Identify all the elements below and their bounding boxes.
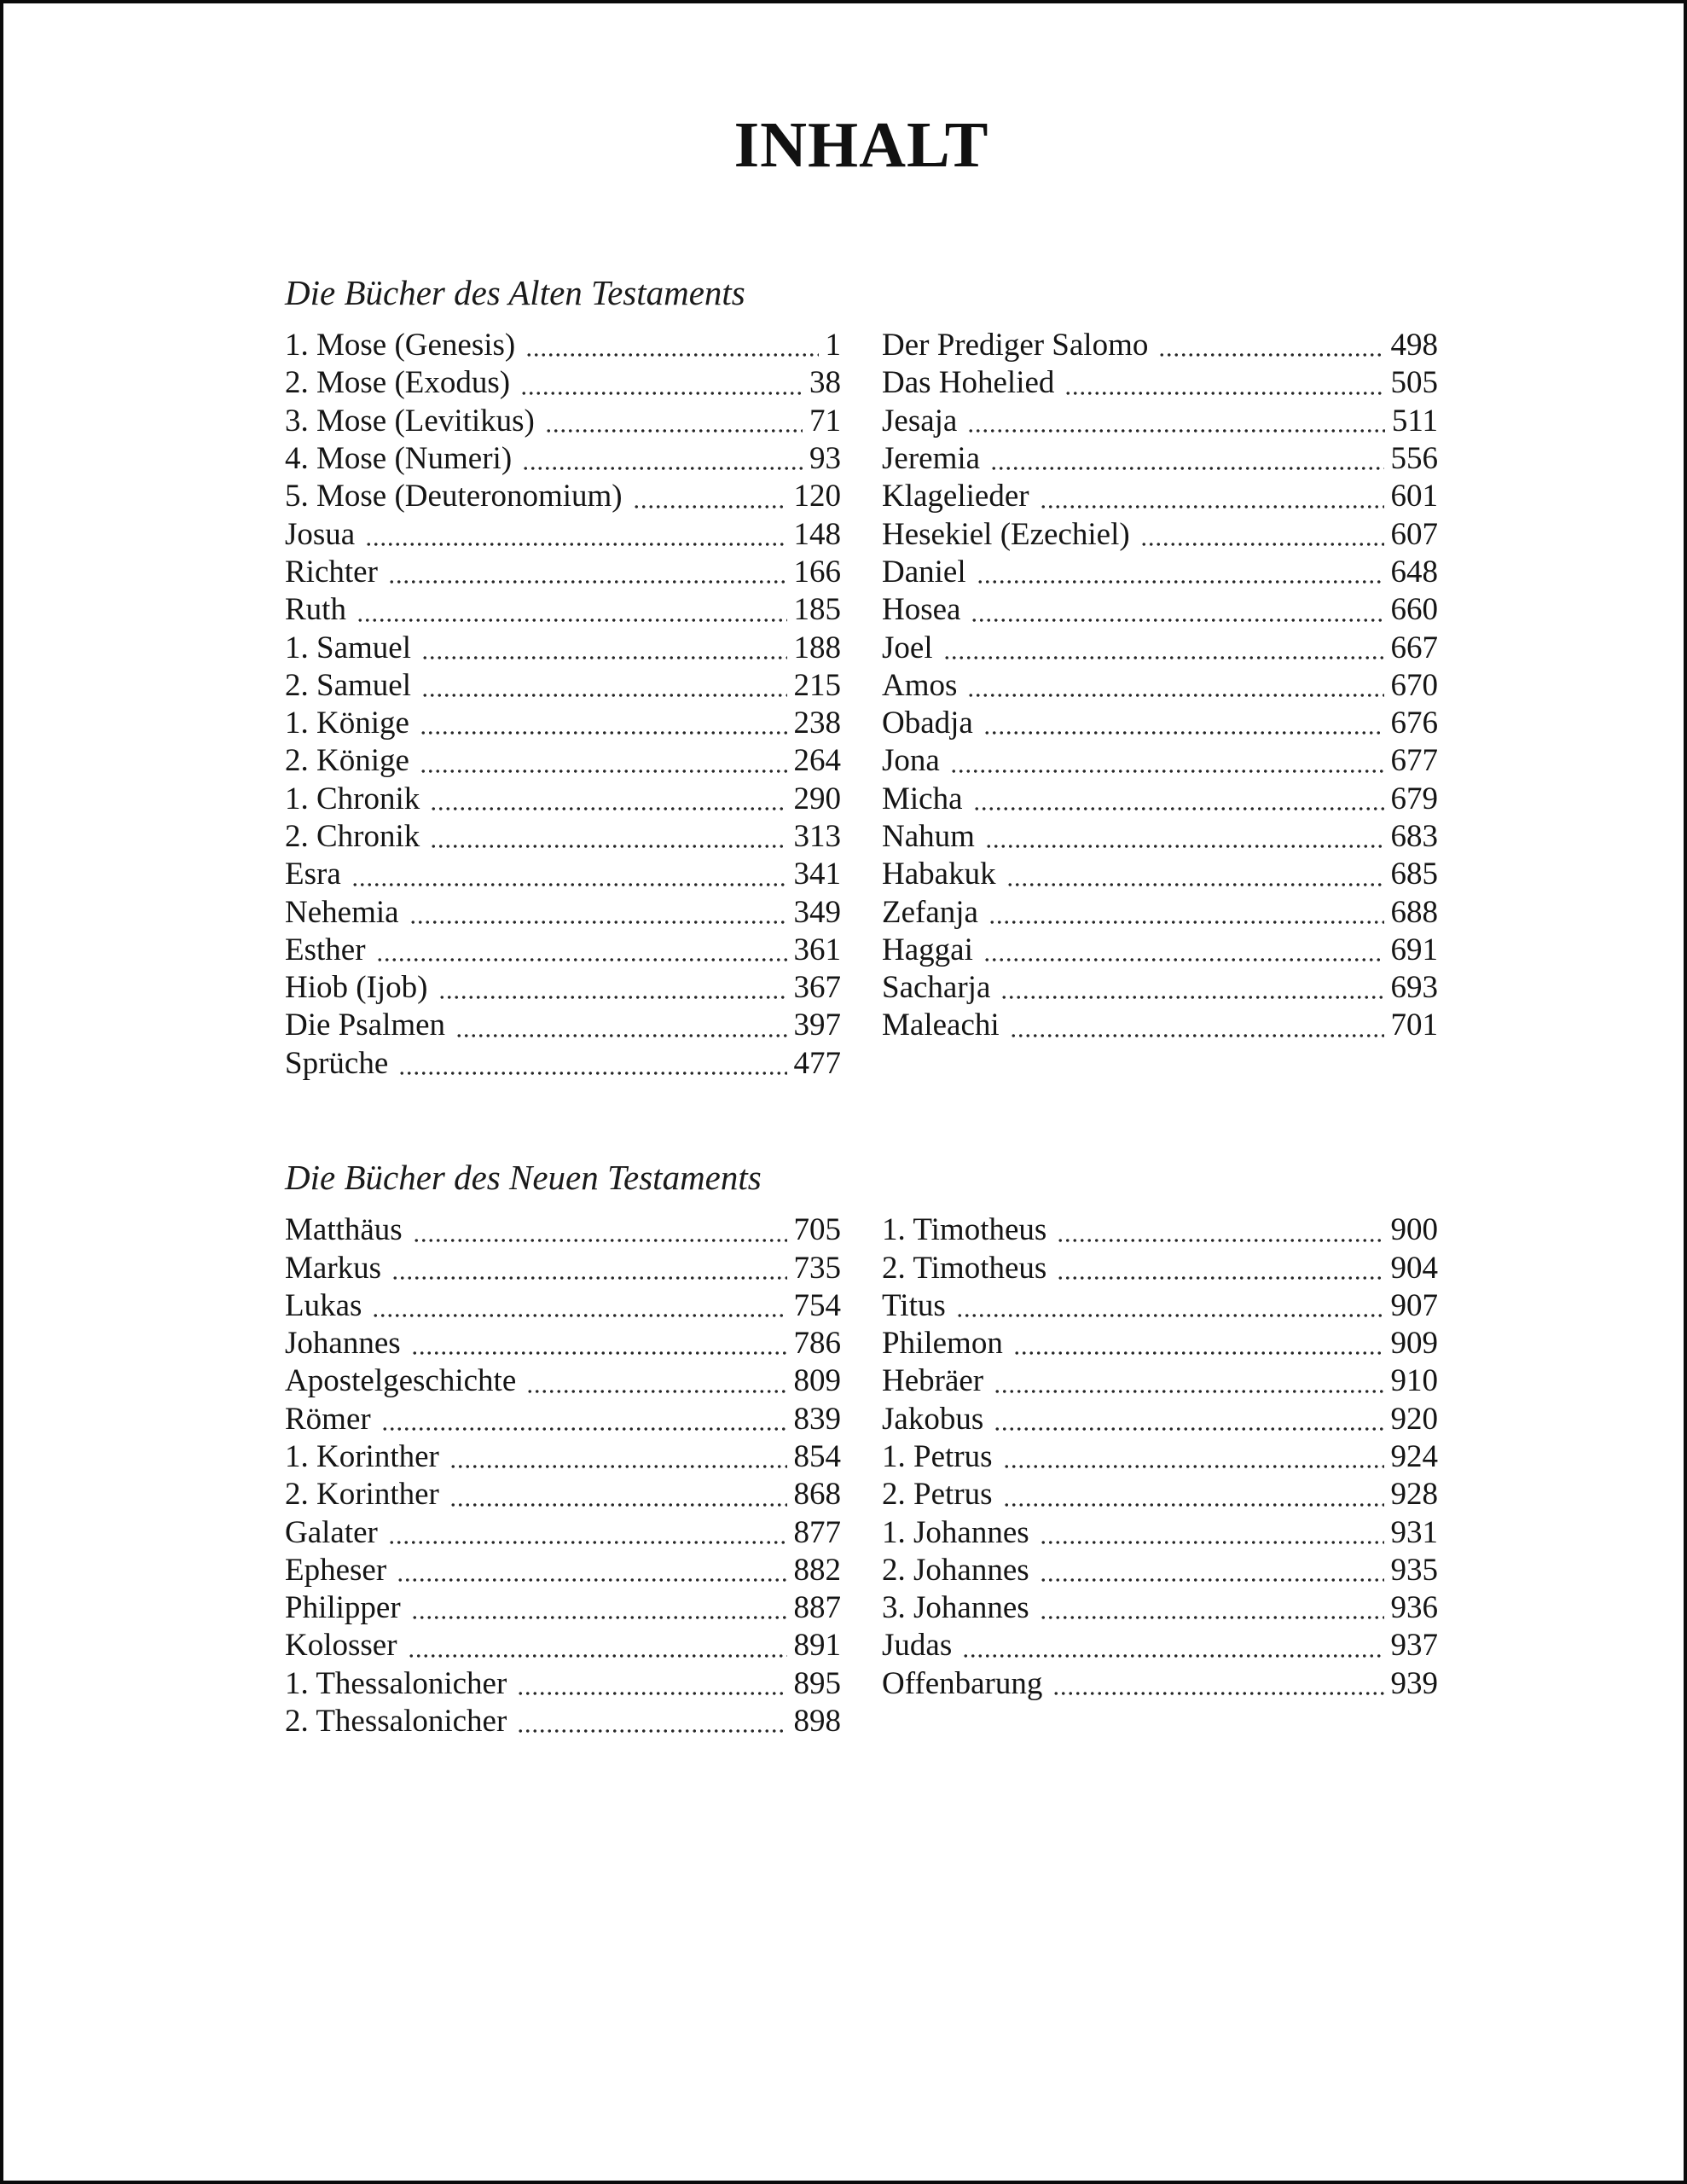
toc-entry-label: Jakobus [882,1401,984,1437]
dotted-leader [545,429,803,433]
dotted-leader [967,429,1385,433]
toc-entry [882,1438,1438,1476]
toc-entry-label: Apostelgeschichte [285,1363,517,1399]
dotted-leader [411,1616,787,1619]
toc-entry-page: 705 [793,1212,841,1248]
toc-entry-page: 882 [793,1552,841,1588]
toc-entry [882,1325,1438,1362]
toc-entry [882,554,1438,591]
page-content [285,3,1438,1740]
toc-entry-page: 215 [793,667,841,703]
toc-entry [285,554,841,591]
toc-entry-label: Philemon [882,1326,1003,1362]
dotted-leader [522,467,803,470]
toc-entry-page: 148 [793,516,841,552]
toc-entry [285,932,841,969]
toc-entry-page: 735 [793,1250,841,1286]
dotted-leader [1064,392,1383,395]
toc-entry [882,516,1438,554]
toc-entry-page: 693 [1390,970,1438,1006]
toc-entry [285,742,841,780]
toc-entry-label: Hebräer [882,1363,984,1399]
toc-entry [285,403,841,440]
toc-entry-page: 877 [793,1514,841,1550]
toc-entry [285,1007,841,1044]
toc-entry [882,667,1438,705]
toc-entry-page: 670 [1390,667,1438,703]
dotted-leader [421,656,787,659]
toc-entry-label: Die Psalmen [285,1008,446,1043]
dotted-leader [1057,1239,1383,1242]
toc-entry-label: Offenbarung [882,1665,1043,1701]
toc-entry-page: 691 [1390,932,1438,967]
toc-entry-page: 898 [793,1704,841,1740]
toc-entry [285,516,841,554]
toc-entry-label: 2. Mose (Exodus) [285,365,511,401]
dotted-leader [351,883,787,886]
toc-columns [285,327,1438,1083]
toc-entry-label: 1. Korinther [285,1439,439,1474]
toc-entry-label: Sprüche [285,1045,389,1081]
toc-entry-page: 936 [1390,1590,1438,1626]
toc-entry [882,440,1438,478]
toc-entry-label: Hesekiel (Ezechiel) [882,516,1130,552]
toc-entry [285,1250,841,1287]
dotted-leader [977,580,1384,584]
dotted-leader [1040,505,1384,508]
dotted-leader [943,656,1384,659]
toc-entry-label: Josua [285,516,356,552]
dotted-leader [962,1654,1383,1658]
dotted-leader [973,807,1384,810]
toc-entry [285,1438,841,1476]
toc-entry [882,932,1438,969]
toc-entry [882,591,1438,629]
toc-entry-label: 2. Timotheus [882,1250,1047,1286]
toc-entry [285,630,841,667]
toc-entry [882,403,1438,440]
toc-entry-label: Hosea [882,592,961,628]
dotted-leader [430,845,786,848]
dotted-leader [381,1427,787,1431]
toc-entry-page: 904 [1390,1250,1438,1286]
dotted-leader [525,353,818,357]
toc-entry-label: Nahum [882,819,975,854]
dotted-leader [983,958,1384,961]
dotted-leader [985,845,1384,848]
toc-entry-page: 839 [793,1401,841,1437]
dotted-leader [1140,543,1384,546]
toc-entry-label: 2. Samuel [285,667,411,703]
toc-entry-label: Klagelieder [882,479,1029,514]
dotted-leader [420,770,787,773]
toc-entry-page: 361 [793,932,841,967]
dotted-leader [388,1541,787,1544]
toc-column-left [285,1211,841,1740]
toc-entry [285,591,841,629]
toc-entry-page: 185 [793,592,841,628]
toc-entry-page: 895 [793,1665,841,1701]
dotted-leader [1010,1034,1384,1037]
dotted-leader [365,543,786,546]
dotted-leader [990,467,1383,470]
toc-entry-page: 939 [1390,1665,1438,1701]
toc-entry-page: 931 [1390,1514,1438,1550]
toc-entry [882,478,1438,515]
toc-entry [285,1287,841,1325]
toc-entry-label: 1. Timotheus [882,1212,1047,1248]
dotted-leader [1052,1692,1383,1695]
toc-entry [882,1627,1438,1664]
toc-entry [882,1552,1438,1589]
dotted-leader [420,731,787,735]
toc-column-right [882,327,1438,1083]
toc-entry-label: Maleachi [882,1008,1000,1043]
dotted-leader [520,392,803,395]
toc-entry-page: 367 [793,970,841,1006]
toc-entry-page: 607 [1390,516,1438,552]
toc-entry-label: Esther [285,932,366,967]
toc-entry-page: 1 [825,328,841,363]
dotted-leader [517,1729,786,1733]
toc-entry-label: 3. Johannes [882,1590,1029,1626]
toc-entry [285,1325,841,1362]
dotted-leader [409,921,787,924]
toc-entry [882,1007,1438,1044]
toc-entry-label: Titus [882,1287,946,1323]
dotted-leader [950,770,1384,773]
toc-entry [285,781,841,818]
toc-entry-label: 2. Thessalonicher [285,1704,507,1740]
toc-entry-label: Esra [285,857,341,892]
dotted-leader [1057,1276,1383,1280]
toc-entry-label: 2. Könige [285,743,409,779]
toc-entry-page: 556 [1390,441,1438,477]
toc-entry-label: 1. Mose (Genesis) [285,328,516,363]
toc-sections [285,273,1438,1740]
toc-entry-label: Markus [285,1250,382,1286]
toc-entry-label: Micha [882,781,963,816]
toc-entry-page: 349 [793,894,841,930]
toc-entry [285,1476,841,1513]
toc-entry [285,818,841,856]
toc-entry [285,856,841,893]
toc-entry-page: 887 [793,1590,841,1626]
toc-entry [882,818,1438,856]
toc-entry [285,969,841,1007]
toc-entry-label: Amos [882,667,958,703]
dotted-leader [430,807,786,810]
toc-entry [882,1589,1438,1627]
toc-section [285,1158,1438,1740]
dotted-leader [517,1692,786,1695]
dotted-leader [421,694,787,697]
toc-entry-label: 1. Chronik [285,781,420,816]
toc-entry-page: 341 [793,857,841,892]
toc-entry-page: 166 [793,554,841,590]
toc-entry-label: Der Prediger Salomo [882,328,1149,363]
toc-entry [285,1703,841,1740]
toc-entry [285,1401,841,1438]
dotted-leader [391,1276,786,1280]
toc-entry-page: 71 [809,403,841,439]
toc-entry-page: 188 [793,630,841,665]
dotted-leader [357,619,787,622]
toc-entry [285,440,841,478]
toc-entry [882,1250,1438,1287]
toc-entry-page: 511 [1391,403,1438,439]
toc-entry [285,327,841,364]
toc-entry-label: Kolosser [285,1628,397,1664]
toc-entry-label: Judas [882,1628,953,1664]
toc-section [285,273,1438,1083]
toc-entry [882,327,1438,364]
toc-entry-page: 920 [1390,1401,1438,1437]
toc-entry [285,705,841,742]
toc-entry-label: Daniel [882,554,966,590]
toc-entry-page: 868 [793,1477,841,1513]
toc-entry [882,856,1438,893]
dotted-leader [408,1654,787,1658]
toc-column-right [882,1211,1438,1740]
toc-entry-page: 928 [1390,1477,1438,1513]
toc-entry-page: 93 [809,441,841,477]
toc-entry-label: 1. Samuel [285,630,411,665]
toc-entry-page: 786 [793,1326,841,1362]
dotted-leader [956,1314,1384,1317]
toc-entry [882,1287,1438,1325]
dotted-leader [1013,1351,1384,1355]
dotted-leader [1040,1578,1384,1582]
toc-entry [882,894,1438,932]
toc-entry-label: Obadja [882,706,973,741]
dotted-leader [988,921,1384,924]
toc-entry-page: 924 [1390,1439,1438,1474]
toc-entry-page: 477 [793,1045,841,1081]
toc-entry-label: Matthäus [285,1212,403,1248]
toc-entry-label: 2. Korinther [285,1477,439,1513]
toc-entry-label: Ruth [285,592,346,628]
toc-entry-label: Jesaja [882,403,958,439]
dotted-leader [994,1427,1383,1431]
toc-entry-page: 910 [1390,1363,1438,1399]
toc-entry-page: 685 [1390,857,1438,892]
toc-entry-page: 907 [1390,1287,1438,1323]
toc-entry-page: 854 [793,1439,841,1474]
toc-entry-label: 1. Thessalonicher [285,1665,507,1701]
toc-entry-label: Galater [285,1514,378,1550]
toc-entry-page: 679 [1390,781,1438,816]
toc-entry-label: Lukas [285,1287,362,1323]
toc-entry-page: 891 [793,1628,841,1664]
toc-entry [285,1514,841,1552]
toc-entry [882,969,1438,1007]
toc-entry [285,478,841,515]
toc-entry-page: 264 [793,743,841,779]
toc-entry-label: Haggai [882,932,973,967]
toc-entry [882,705,1438,742]
toc-entry [285,1589,841,1627]
toc-entry [882,1211,1438,1249]
toc-entry [285,894,841,932]
toc-entry-label: Joel [882,630,933,665]
toc-entry-label: Johannes [285,1326,401,1362]
toc-entry-label: Epheser [285,1552,387,1588]
dotted-leader [983,731,1384,735]
toc-entry [882,781,1438,818]
toc-entry-page: 676 [1390,706,1438,741]
toc-entry [285,1362,841,1400]
toc-entry [285,1045,841,1083]
toc-entry [882,1476,1438,1513]
dotted-leader [1040,1616,1384,1619]
toc-entry-label: Richter [285,554,378,590]
section-heading: Die Bücher des Neuen Testaments [285,1158,762,1198]
toc-entry-page: 120 [793,479,841,514]
toc-entry-page: 935 [1390,1552,1438,1588]
toc-entry-page: 505 [1390,365,1438,401]
toc-entry-page: 688 [1390,894,1438,930]
toc-entry-page: 660 [1390,592,1438,628]
toc-entry-page: 809 [793,1363,841,1399]
dotted-leader [971,619,1383,622]
toc-entry-page: 648 [1390,554,1438,590]
toc-entry-label: Das Hohelied [882,365,1055,401]
toc-entry-page: 601 [1390,479,1438,514]
dotted-leader [1158,353,1383,357]
dotted-leader [1040,1541,1384,1544]
toc-entry-label: 2. Petrus [882,1477,993,1513]
dotted-leader [633,505,787,508]
dotted-leader [411,1351,787,1355]
toc-entry-label: Jeremia [882,441,981,477]
toc-entry-label: Jona [882,743,940,779]
toc-entry-page: 677 [1390,743,1438,779]
toc-entry [882,1514,1438,1552]
toc-entry-label: Römer [285,1401,371,1437]
toc-entry-page: 754 [793,1287,841,1323]
dotted-leader [376,958,787,961]
toc-entry [882,630,1438,667]
toc-entry-label: Philipper [285,1590,401,1626]
toc-entry [882,1665,1438,1703]
toc-entry-page: 900 [1390,1212,1438,1248]
toc-entry [882,364,1438,402]
page-title: INHALT [733,109,989,181]
dotted-leader [388,580,787,584]
toc-entry [285,1552,841,1589]
toc-entry-page: 313 [793,819,841,854]
toc-entry-page: 937 [1390,1628,1438,1664]
toc-entry-page: 667 [1390,630,1438,665]
toc-entry-label: Nehemia [285,894,399,930]
toc-entry-page: 909 [1390,1326,1438,1362]
toc-entry-label: 2. Johannes [882,1552,1029,1588]
dotted-leader [967,694,1383,697]
toc-entry [285,667,841,705]
dotted-leader [372,1314,786,1317]
toc-columns [285,1211,1438,1740]
dotted-leader [413,1239,787,1242]
dotted-leader [449,1465,787,1468]
toc-entry [882,1401,1438,1438]
toc-entry-page: 498 [1390,328,1438,363]
toc-entry [285,1627,841,1664]
dotted-leader [526,1390,786,1393]
toc-entry-label: 5. Mose (Deuteronomium) [285,479,623,514]
toc-entry-page: 290 [793,781,841,816]
toc-entry-page: 38 [809,365,841,401]
toc-entry-label: Zefanja [882,894,978,930]
toc-entry [882,1362,1438,1400]
dotted-leader [397,1578,786,1582]
dotted-leader [1003,1503,1384,1507]
toc-entry-page: 683 [1390,819,1438,854]
toc-entry-page: 238 [793,706,841,741]
dotted-leader [1003,1465,1384,1468]
toc-entry [285,364,841,402]
toc-entry-label: 3. Mose (Levitikus) [285,403,535,439]
dotted-leader [1000,996,1383,999]
toc-entry [285,1211,841,1249]
toc-entry [882,742,1438,780]
toc-entry-page: 701 [1390,1008,1438,1043]
toc-entry-label: Habakuk [882,857,996,892]
dotted-leader [1006,883,1384,886]
toc-entry-label: Hiob (Ijob) [285,970,428,1006]
dotted-leader [449,1503,787,1507]
section-heading: Die Bücher des Alten Testaments [285,273,745,312]
toc-entry [285,1665,841,1703]
dotted-leader [438,996,787,999]
dotted-leader [994,1390,1383,1393]
dotted-leader [398,1072,786,1075]
toc-entry-label: Sacharja [882,970,991,1006]
toc-entry-label: 1. Könige [285,706,409,741]
toc-entry-label: 2. Chronik [285,819,420,854]
dotted-leader [455,1034,786,1037]
toc-entry-label: 1. Petrus [882,1439,993,1474]
toc-entry-label: 1. Johannes [882,1514,1029,1550]
toc-entry-label: 4. Mose (Numeri) [285,441,513,477]
toc-entry-page: 397 [793,1008,841,1043]
toc-column-left [285,327,841,1083]
